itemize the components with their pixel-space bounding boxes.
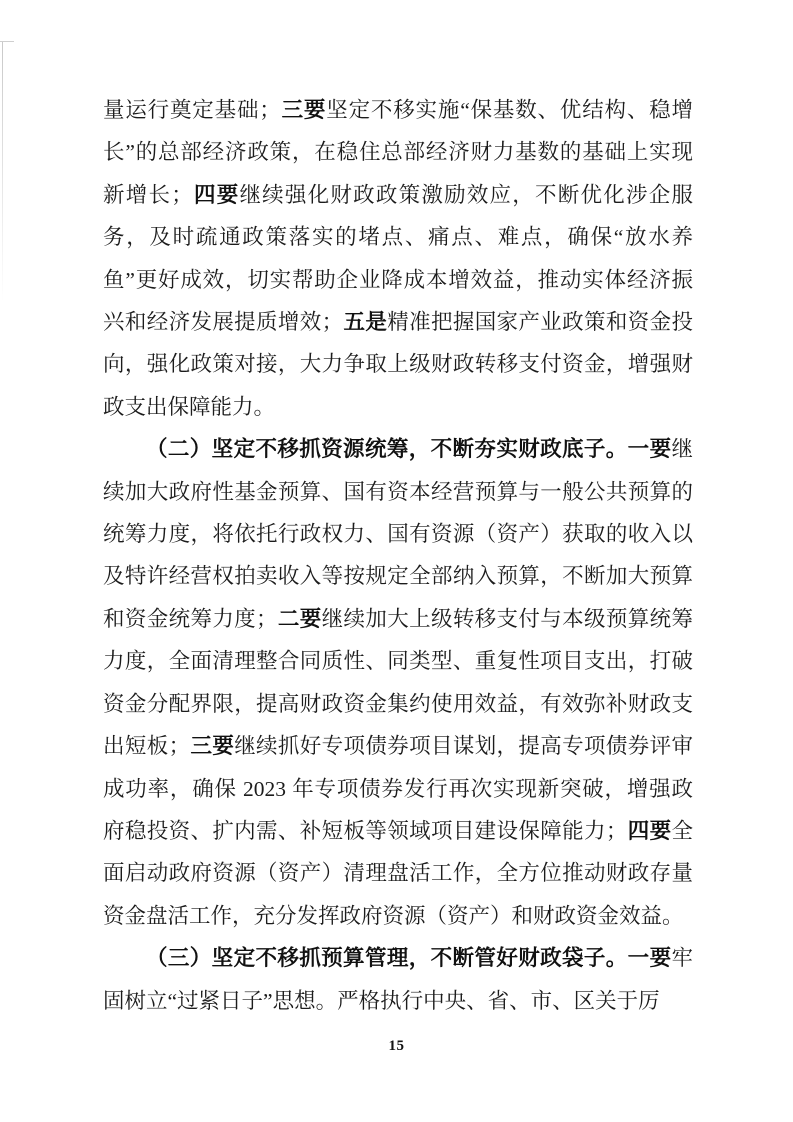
text-run: 继续抓好专项债券项目谋划，提高专项债券评审成功率，确保 2023 年专项债券发行再次实现新突破，增强政府稳投资、扩内需、补短板等领域项目建设保障能力；	[103, 734, 693, 843]
bold-text-run: 三要	[190, 734, 235, 759]
bold-text-run: （三）坚定不移抓预算管理，不断管好财政袋子。一要	[146, 946, 672, 971]
paragraph-3	[103, 937, 693, 1022]
document-body	[103, 89, 693, 1022]
paragraph-2	[103, 428, 693, 937]
text-run: 精准把握国家产业政策和资金投向，强化政策对接，大力争取上级财政转移支付资金，增强财政支出保障能力。	[103, 310, 693, 419]
page-number: 15	[388, 1038, 405, 1054]
text-run: 牢固树立“过紧日子”思想。严格执行中央、省、市、区关于厉	[103, 946, 693, 1013]
text-run: 坚定不移实施“保基数、优结构、稳增长”的总部经济政策，在稳住总部经济财力基数的基础上实现新增长；	[103, 98, 693, 207]
bold-text-run: 四要	[627, 818, 672, 843]
text-run: 继续加大政府性基金预算、国有资本经营预算与一般公共预算的统筹力度，将依托行政权力、国有资源（资产）获取的收入以及特许经营权拍卖收入等按规定全部纳入预算，不断加大预算和资金统筹力度；	[103, 437, 693, 631]
text-run: 继续加大上级转移支付与本级预算统筹力度，全面清理整合同质性、同类型、重复性项目支出，打破资金分配界限，提高财政资金集约使用效益，有效弥补财政支出短板；	[103, 606, 693, 759]
scan-edge-artifact-horizontal	[0, 41, 14, 42]
text-run: 全面启动政府资源（资产）清理盘活工作，全方位推动财政存量资金盘活工作，充分发挥政府资源（资产）和财政资金效益。	[103, 818, 693, 928]
bold-text-run: 五是	[343, 310, 388, 335]
text-run: 量运行奠定基础；	[103, 98, 281, 122]
bold-text-run: （二）坚定不移抓资源统筹，不断夯实财政底子。一要	[146, 437, 672, 462]
paragraph-1	[103, 89, 693, 428]
bold-text-run: 三要	[280, 98, 327, 122]
text-run: 继续强化财政政策激励效应，不断优化涉企服务，及时疏通政策落实的堵点、痛点、难点，确保“放水养鱼”更好成效，切实帮助企业降成本增效益，推动实体经济振兴和经济发展提质增效；	[103, 182, 693, 335]
bold-text-run: 二要	[277, 606, 322, 631]
bold-text-run: 四要	[192, 182, 240, 207]
scan-edge-artifact-vertical	[2, 42, 3, 302]
